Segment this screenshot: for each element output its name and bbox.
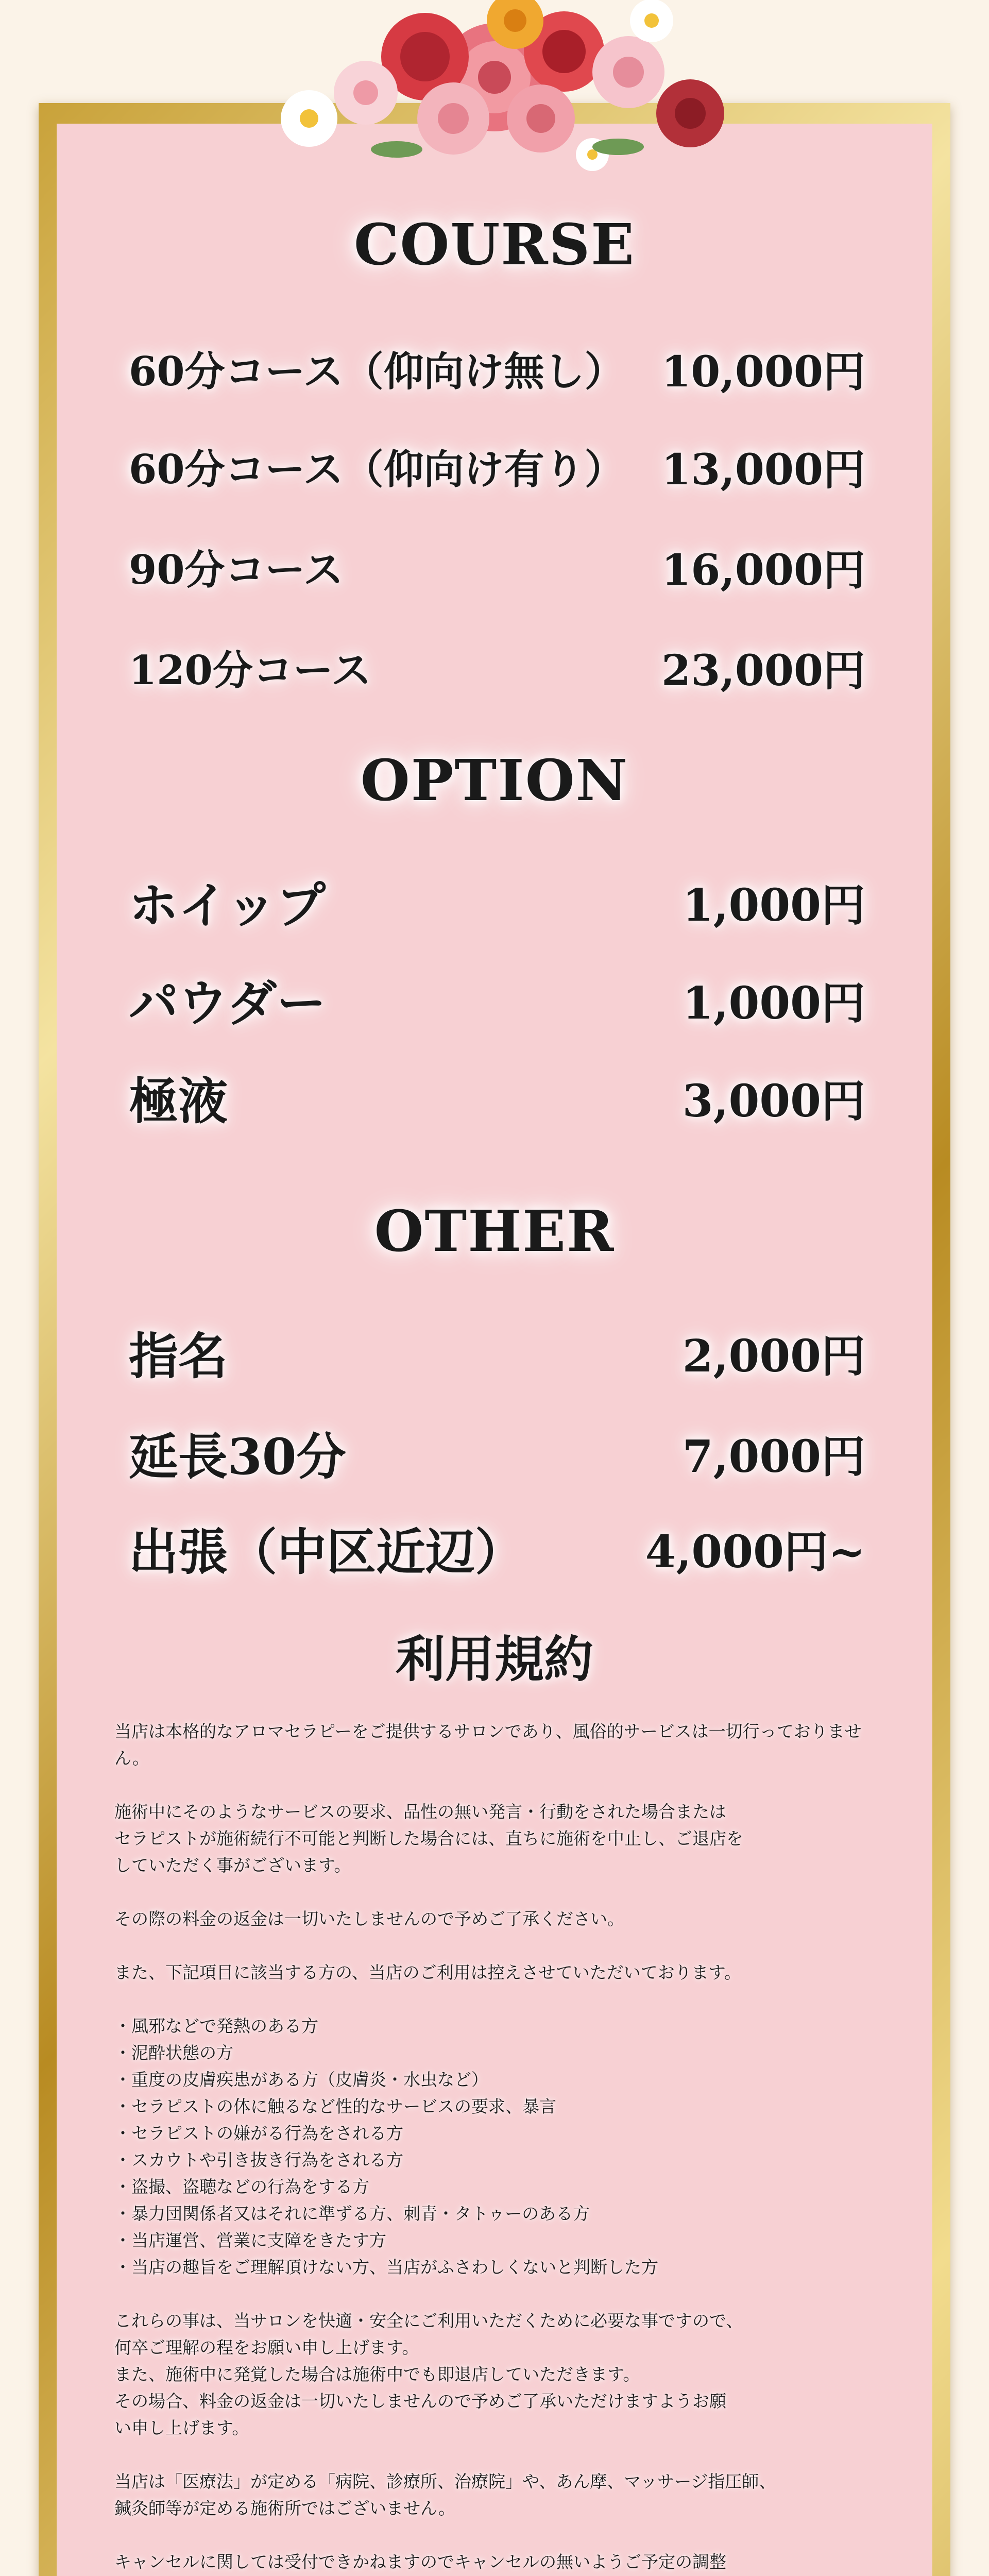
list-item: ・セラピストの体に触るなど性的なサービスの要求、暴言 [114, 2096, 556, 2116]
course-price: 10,000円 [661, 347, 865, 397]
terms-body [114, 1718, 877, 2576]
other-row-nomination [129, 1321, 865, 1383]
terms-paragraph: キャンセルに関しては受付できかねますのでキャンセルの無いようご予定の調整 [114, 2552, 726, 2572]
terms-paragraph: 施術中にそのようなサービスの要求、品性の無い発言・行動をされた場合または セラピストが施術続行不可能と判断した場合には、直ちに施術を中止し、ご退店を していただく事がございます。 [114, 1802, 743, 1875]
option-row-whip [129, 871, 865, 933]
terms-paragraph: その際の料金の返金は一切いたしませんので予めご了承ください。 [114, 1909, 624, 1929]
terms-paragraph: これらの事は、当サロンを快適・安全にご利用いただくために必要な事ですので、 何卒ご理解の程をお願い申し上げます。 また、施術中に発覚した場合は施術中でも即退店していただきます。 その場合、料金の返金は一切いたしませんので予めご了承いただけますようお願 い申し上げます。 [114, 2311, 743, 2438]
other-name: 出張（中区近辺） [129, 1522, 524, 1581]
course-price: 16,000円 [661, 545, 865, 595]
terms-paragraph: 当店は「医療法」が定める「病院、診療所、治療院」や、あん摩、マッサージ指圧師、 鍼灸師等が定める施術所ではございません。 [114, 2471, 776, 2518]
terms-paragraph: 当店は本格的なアロマセラピーをご提供するサロンであり、風俗的サービスは一切行っておりません。 [114, 1721, 862, 1768]
list-item: ・泥酔状態の方 [114, 2043, 233, 2063]
other-price: 2,000円 [682, 1330, 865, 1382]
course-name: 60分コース（仰向け無し） [129, 348, 625, 395]
list-item: ・暴力団関係者又はそれに準ずる方、刺青・タトゥーのある方 [114, 2204, 590, 2224]
option-row-liquid [129, 1066, 865, 1128]
list-item: ・盗撮、盗聴などの行為をする方 [114, 2177, 369, 2197]
course-row-90 [129, 536, 865, 598]
course-name: 60分コース（仰向け有り） [129, 446, 625, 493]
option-row-powder [129, 969, 865, 1030]
terms-title: 利用規約 [396, 1630, 593, 1688]
list-item: ・風邪などで発熱のある方 [114, 2016, 318, 2036]
course-row-120 [129, 636, 865, 698]
other-name: 指名 [129, 1327, 228, 1385]
course-price: 23,000円 [661, 646, 865, 696]
option-name: ホイップ [129, 876, 326, 935]
option-name: パウダー [129, 974, 327, 1032]
terms-paragraph: また、下記項目に該当する方の、当店のご利用は控えさせていただいております。 [114, 1962, 742, 1982]
list-item: ・重度の皮膚疾患がある方（皮膚炎・水虫など） [114, 2070, 488, 2090]
option-title: OPTION [360, 747, 629, 814]
option-price: 1,000円 [682, 977, 865, 1029]
course-price: 13,000円 [661, 445, 865, 495]
other-price: 4,000円~ [645, 1526, 865, 1578]
list-item: ・当店運営、営業に支障をきたす方 [114, 2230, 386, 2250]
list-item: ・スカウトや引き抜き行為をされる方 [114, 2150, 403, 2170]
other-row-extension [129, 1422, 865, 1484]
other-name: 延長30分 [129, 1427, 346, 1486]
course-row-60-no-supine [129, 337, 865, 399]
course-row-60-supine [129, 435, 865, 497]
list-item: ・当店の趣旨をご理解頂けない方、当店がふさわしくないと判断した方 [114, 2257, 658, 2277]
option-name: 極液 [129, 1072, 228, 1130]
top-flower-bouquet [227, 0, 762, 175]
prohibited-list [114, 2013, 877, 2281]
course-name: 90分コース [129, 547, 344, 594]
other-row-dispatch [129, 1517, 865, 1579]
course-name: 120分コース [129, 647, 371, 694]
course-title: COURSE [354, 211, 635, 278]
other-title: OTHER [374, 1198, 615, 1264]
other-price: 7,000円 [682, 1431, 865, 1483]
option-price: 3,000円 [682, 1075, 865, 1127]
option-price: 1,000円 [682, 879, 865, 931]
list-item: ・セラピストの嫌がる行為をされる方 [114, 2123, 403, 2143]
